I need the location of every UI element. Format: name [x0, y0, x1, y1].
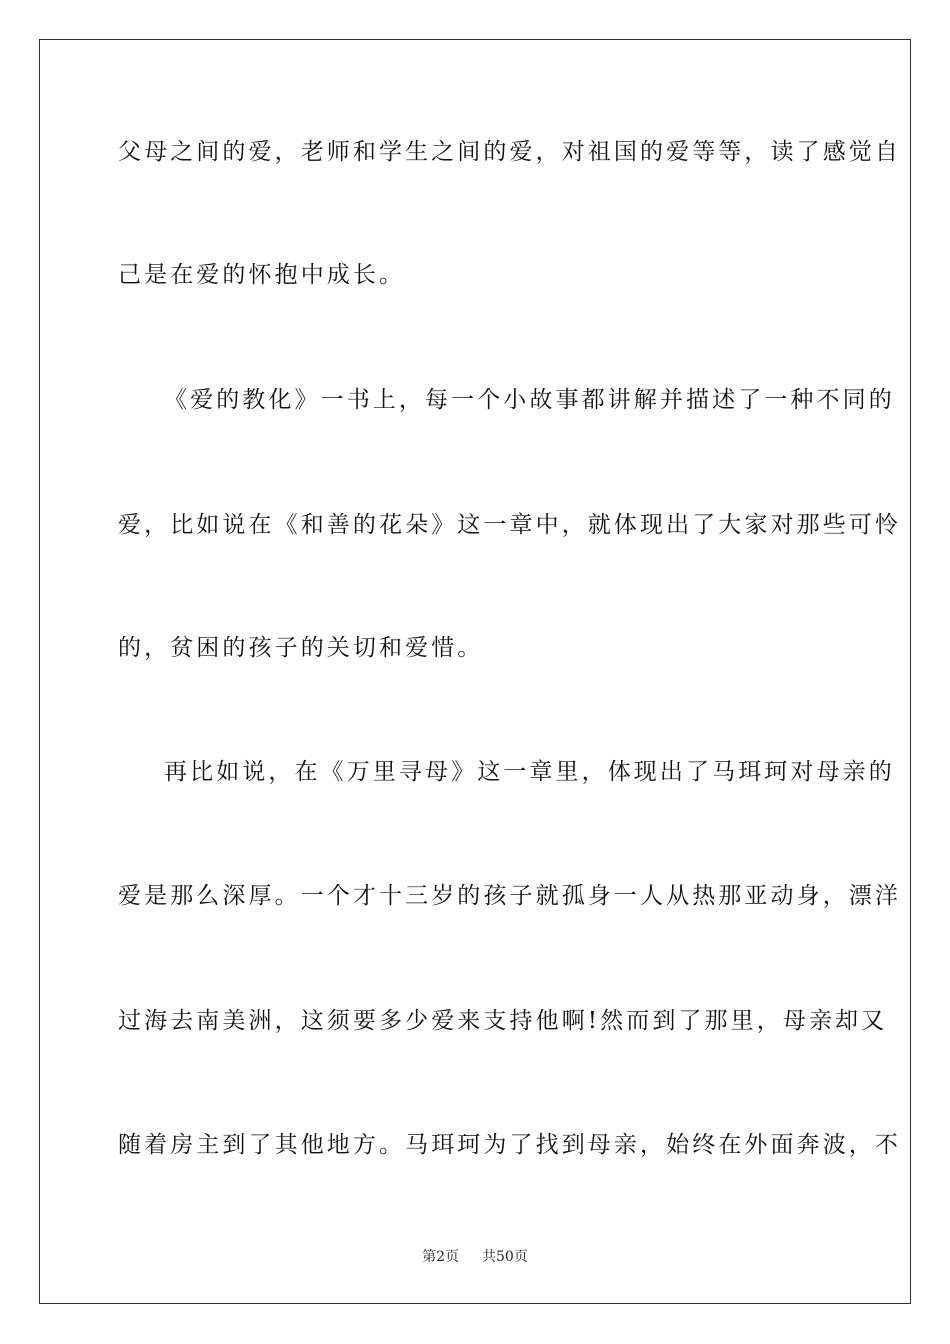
page-total: 共50页 [482, 1249, 528, 1265]
paragraph-line: 父母之间的爱，老师和学生之间的爱，对祖国的爱等等，读了感觉自 [118, 139, 901, 165]
paragraph-line: 随着房主到了其他地方。马珥珂为了找到母亲，始终在外面奔波，不 [118, 1132, 901, 1158]
paragraph-line: 过海去南美洲，这须要多少爱来支持他啊!然而到了那里，母亲却又 [118, 1008, 888, 1034]
page-footer [0, 1246, 950, 1266]
paragraph-line: 己是在爱的怀抱中成长。 [118, 262, 406, 288]
paragraph-line: 再比如说，在《万里寻母》这一章里，体现出了马珥珂对母亲的 [164, 759, 895, 785]
page-border [39, 39, 911, 1304]
paragraph-line: 爱，比如说在《和善的花朵》这一章中，就体现出了大家对那些可怜 [118, 512, 901, 538]
paragraph-line: 爱是那么深厚。一个才十三岁的孩子就孤身一人从热那亚动身，漂洋 [118, 883, 901, 909]
paragraph-line: 《爱的教化》一书上，每一个小故事都讲解并描述了一种不同的 [164, 387, 895, 413]
page-number: 第2页 [422, 1249, 460, 1265]
paragraph-line: 的，贫困的孩子的关切和爱惜。 [118, 635, 484, 661]
